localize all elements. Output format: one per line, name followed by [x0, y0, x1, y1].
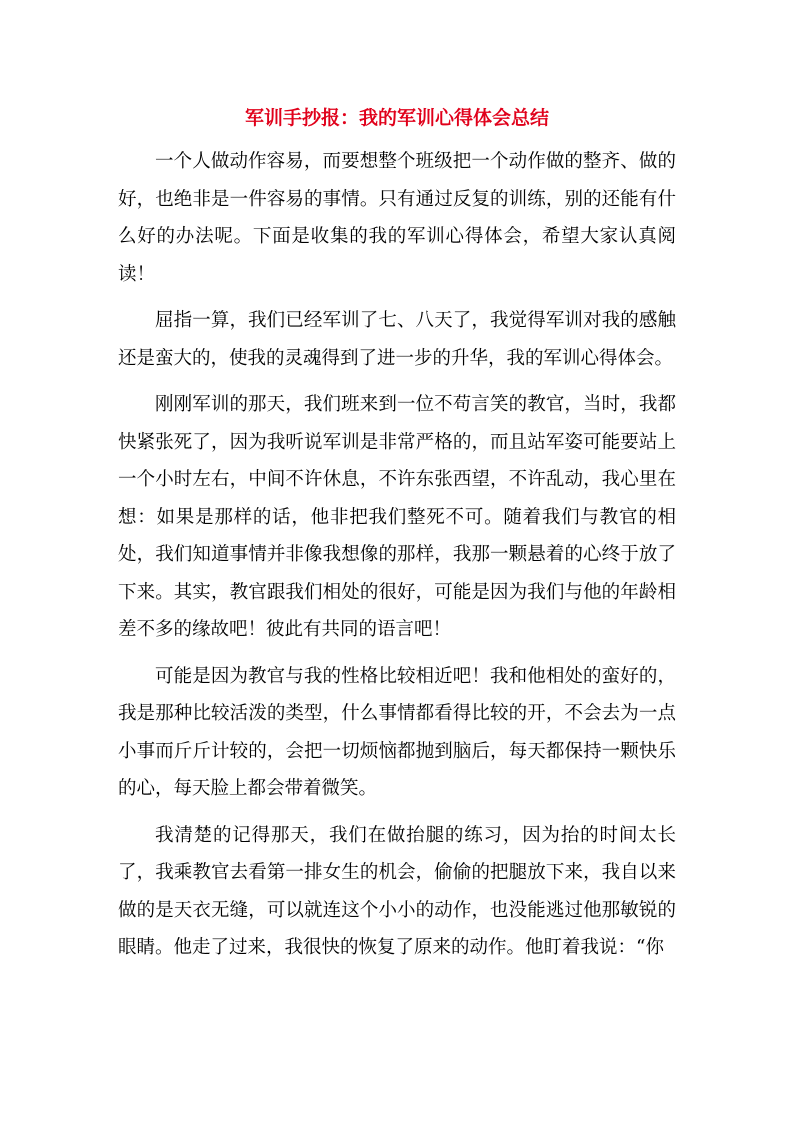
paragraph-intro: 一个人做动作容易，而要想整个班级把一个动作做的整齐、做的好，也绝非是一件容易的事情。只有通过反复的训练，别的还能有什么好的办法呢。下面是收集的我的军训心得体会，希望大家认真阅读！	[118, 151, 676, 285]
document-body	[118, 143, 676, 976]
paragraph-first-day: 刚刚军训的那天，我们班来到一位不苟言笑的教官，当时，我都快紧张死了，因为我听说军训是非常严格的，而且站军姿可能要站上一个小时左右，中间不许休息，不许东张西望，不许乱动，我心里在想：如果是那样的话，他非把我们整死不可。随着我们与教官的相处，我们知道事情并非像我想像的那样，我那一颗悬着的心终于放了下来。其实，教官跟我们相处的很好，可能是因为我们与他的年龄相差不多的缘故吧！彼此有共同的语言吧！	[118, 394, 676, 640]
paragraph-personality: 可能是因为教官与我的性格比较相近吧！我和他相处的蛮好的，我是那种比较活泼的类型，什么事情都看得比较的开，不会去为一点小事而斤斤计较的，会把一切烦恼都抛到脑后，每天都保持一颗快乐的心，每天脸上都会带着微笑。	[118, 665, 676, 799]
document-title: 军训手抄报：我的军训心得体会总结	[244, 107, 549, 129]
paragraph-counting-days: 屈指一算，我们已经军训了七、八天了，我觉得军训对我的感触还是蛮大的，使我的灵魂得到了进一步的升华，我的军训心得体会。	[118, 310, 676, 369]
paragraph-leg-raise: 我清楚的记得那天，我们在做抬腿的练习，因为抬的时间太长了，我乘教官去看第一排女生的机会，偷偷的把腿放下来，我自以来做的是天衣无缝，可以就连这个小小的动作，也没能逃过他那敏锐的眼睛。他走了过来，我很快的恢复了原来的动作。他盯着我说：“你	[118, 824, 676, 958]
